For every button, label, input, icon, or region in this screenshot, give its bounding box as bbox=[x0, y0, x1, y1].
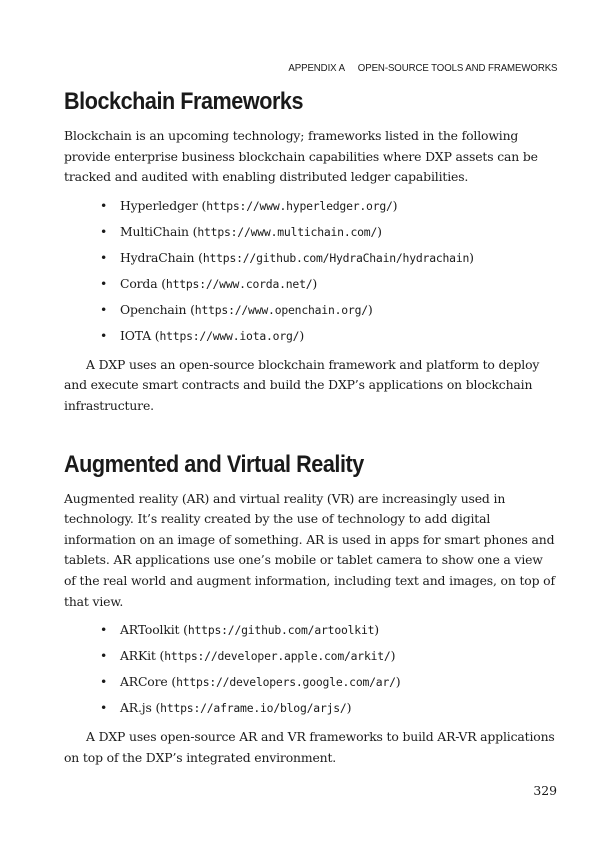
item-name: MultiChain bbox=[120, 223, 189, 239]
appendix-label: APPENDIX A bbox=[287, 62, 345, 74]
page-number: 329 bbox=[533, 783, 557, 798]
blockchain-intro: Blockchain is an upcoming technology; frameworks listed in the following provide enterprise business blockchain capabilities where DXP assets can be tracked and audited with enabling distributed ledger capabilities. bbox=[64, 128, 538, 185]
item-name: ARKit bbox=[120, 648, 156, 664]
bullet-icon: • bbox=[100, 197, 108, 213]
bullet-icon: • bbox=[100, 700, 108, 716]
list-item: • MultiChain (https://www.multichain.com/) bbox=[64, 219, 556, 245]
list-item: • Hyperledger (https://www.hyperledger.org/) bbox=[64, 193, 556, 219]
item-name: IOTA bbox=[120, 327, 151, 343]
list-item: • IOTA (https://www.iota.org/) bbox=[64, 323, 556, 349]
list-item: • AR.js (https://aframe.io/blog/arjs/) bbox=[64, 695, 556, 721]
bullet-icon: • bbox=[100, 301, 108, 317]
ar-vr-intro: Augmented reality (AR) and virtual reality (VR) are increasingly used in technology. It’s reality created by the use of technology to add digital information on an image of something. AR is used in apps for smart phones and tablets. AR applications use one’s mobile or tablet camera to show one a view of the real world and augment information, including text and images, on top of that view. bbox=[64, 490, 555, 609]
item-name: Corda bbox=[120, 275, 158, 291]
item-link[interactable]: https://www.corda.net/ bbox=[165, 276, 313, 291]
bullet-icon: • bbox=[100, 275, 108, 291]
bullet-icon: • bbox=[100, 327, 108, 343]
item-link[interactable]: https://www.openchain.org/ bbox=[194, 302, 368, 317]
list-item: • Openchain (https://www.openchain.org/) bbox=[64, 297, 556, 323]
item-name: ARCore bbox=[120, 674, 168, 690]
item-link[interactable]: https://www.iota.org/ bbox=[159, 328, 300, 343]
bullet-icon: • bbox=[100, 648, 108, 664]
section-title-ar-vr: Augmented and Virtual Reality bbox=[64, 450, 364, 478]
ar-framework-list bbox=[64, 617, 556, 721]
item-link[interactable]: https://www.multichain.com/ bbox=[197, 224, 378, 239]
chapter-title: OPEN-SOURCE TOOLS AND FRAMEWORKS bbox=[357, 62, 557, 74]
list-item: • Corda (https://www.corda.net/) bbox=[64, 271, 556, 297]
item-link[interactable]: https://github.com/HydraChain/hydrachain bbox=[202, 250, 470, 265]
item-link[interactable]: https://developer.apple.com/arkit/ bbox=[164, 649, 391, 664]
bullet-icon: • bbox=[100, 249, 108, 265]
bullet-icon: • bbox=[100, 674, 108, 690]
list-item: • ARKit (https://developer.apple.com/arkit/) bbox=[64, 643, 556, 669]
item-link[interactable]: https://developers.google.com/ar/ bbox=[176, 675, 396, 690]
running-header bbox=[288, 62, 557, 74]
section-title-blockchain: Blockchain Frameworks bbox=[64, 88, 304, 115]
bullet-icon: • bbox=[100, 622, 108, 638]
list-item: • HydraChain (https://github.com/HydraChain/hydrachain) bbox=[64, 245, 556, 271]
blockchain-framework-list bbox=[64, 193, 556, 349]
bullet-icon: • bbox=[100, 223, 108, 239]
page-content bbox=[64, 88, 556, 768]
item-link[interactable]: https://aframe.io/blog/arjs/ bbox=[160, 701, 347, 716]
item-link[interactable]: https://github.com/artoolkit bbox=[187, 623, 375, 638]
list-item: • ARCore (https://developers.google.com/ar/) bbox=[64, 669, 556, 695]
item-name: AR.js bbox=[120, 700, 152, 716]
item-name: Hyperledger bbox=[120, 197, 198, 213]
list-item: • ARToolkit (https://github.com/artoolkit) bbox=[64, 617, 556, 643]
item-name: HydraChain bbox=[120, 249, 195, 265]
item-name: ARToolkit bbox=[120, 622, 180, 638]
ar-vr-closing: A DXP uses open-source AR and VR frameworks to build AR-VR applications on top of the DXP’s integrated environment. bbox=[64, 729, 555, 765]
blockchain-closing: A DXP uses an open-source blockchain framework and platform to deploy and execute smart contracts and build the DXP’s applications on blockchain infrastructure. bbox=[64, 356, 540, 413]
item-link[interactable]: https://www.hyperledger.org/ bbox=[206, 198, 393, 213]
item-name: Openchain bbox=[120, 301, 187, 317]
